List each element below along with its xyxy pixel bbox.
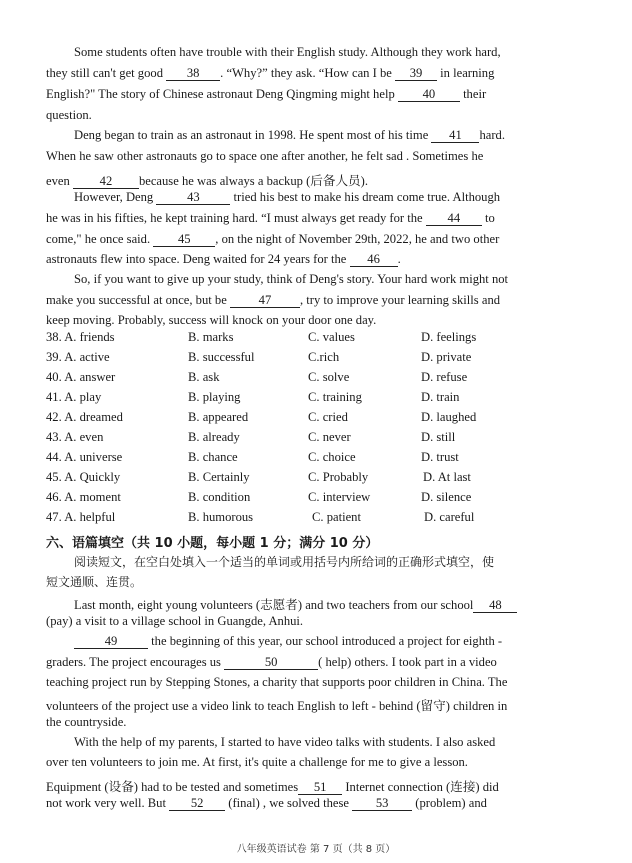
option-c[interactable]: C. values — [308, 330, 355, 344]
text-line: (pay) a visit to a village school in Guangde, Anhui. — [46, 614, 304, 628]
text-line: With the help of my parents, I started to have video talks with students. I also asked — [74, 735, 496, 749]
text-line: graders. The project encourages us 50 ( help) others. I took part in a video — [46, 655, 497, 669]
option-b[interactable]: B. successful — [188, 350, 255, 364]
option-d[interactable]: D. trust — [421, 450, 459, 464]
option-a[interactable]: 46. A. moment — [46, 490, 121, 504]
text-line: 49 the beginning of this year, our school introduced a project for eighth - — [74, 634, 502, 649]
option-a[interactable]: 47. A. helpful — [46, 510, 116, 524]
text-line: When he saw other astronauts go to space one after another, he felt sad . Sometimes he — [46, 149, 484, 163]
blank-41[interactable]: 41 — [431, 129, 479, 143]
option-d[interactable]: D. silence — [421, 490, 472, 504]
option-b[interactable]: B. humorous — [188, 510, 254, 524]
text-line: Some students often have trouble with their English study. Although they work hard, — [74, 45, 501, 59]
text-line: he was in his fifties, he kept training hard. “I must always get ready for the 44 to — [46, 211, 495, 225]
page-footer: 八年级英语试卷 第 7 页（共 8 页） — [236, 844, 396, 855]
text-line: Last month, eight young volunteers (志愿者) and two teachers from our school 48 — [74, 594, 517, 613]
instruction-line: 阅读短文，在空白处填入一个适当的单词或用括号内所给词的正确形式填空，使 — [74, 555, 495, 569]
text-line: volunteers of the project use a video link to teach English to left - behind (留守) children in — [46, 699, 508, 713]
option-d[interactable]: D. private — [421, 350, 472, 364]
option-b[interactable]: B. appeared — [188, 410, 249, 424]
blank-40[interactable]: 40 — [398, 88, 460, 102]
text-line: keep moving. Probably, success will knock on your door one day. — [46, 313, 377, 327]
option-a[interactable]: 41. A. play — [46, 390, 102, 404]
text-line: teaching project run by Stepping Stones, a charity that supports poor children in China. The — [46, 675, 508, 689]
text-line: Equipment (设备) had to be tested and sometimes 51 Internet connection (连接) did — [46, 780, 499, 794]
option-d[interactable]: D. laughed — [421, 410, 477, 424]
blank-43[interactable]: 43 — [156, 191, 230, 205]
text-line: even 42 because he was always a backup (后备人员). — [46, 174, 368, 188]
option-b[interactable]: B. marks — [188, 330, 234, 344]
option-c[interactable]: C. Probably — [308, 470, 369, 484]
text-line: English?" The story of Chinese astronaut Deng Qingming might help 40 their — [46, 87, 487, 101]
text-line: Deng began to train as an astronaut in 1998. He spent most of his time 41 hard. — [74, 128, 505, 142]
blank-42[interactable]: 42 — [73, 175, 139, 189]
option-c[interactable]: C. solve — [308, 370, 350, 384]
option-c[interactable]: C. training — [308, 390, 362, 404]
blank-49[interactable]: 49 — [74, 635, 148, 649]
option-b[interactable]: B. already — [188, 430, 240, 444]
section-title: 六、语篇填空（共 10 小题，每小题 1 分；满分 10 分） — [46, 536, 379, 551]
blank-52[interactable]: 52 — [169, 797, 225, 811]
instruction-line: 短文通顺、连贯。 — [46, 575, 143, 589]
option-a[interactable]: 42. A. dreamed — [46, 410, 123, 424]
text-line: come," he once said. 45 , on the night of November 29th, 2022, he and two other — [46, 232, 500, 246]
option-c[interactable]: C. interview — [308, 490, 371, 504]
option-d[interactable]: D. still — [421, 430, 456, 444]
blank-39[interactable]: 39 — [395, 67, 437, 81]
option-d[interactable]: D. At last — [423, 470, 471, 484]
text-line: make you successful at once, but be 47 , try to improve your learning skills and — [46, 293, 501, 307]
text-line: not work very well. But 52 (final) , we solved these 53 (problem) and — [46, 796, 487, 810]
blank-46[interactable]: 46 — [350, 253, 398, 267]
text-line: However, Deng 43 tried his best to make his dream come true. Although — [74, 190, 501, 204]
option-c[interactable]: C. patient — [312, 510, 361, 524]
option-c[interactable]: C. cried — [308, 410, 348, 424]
blank-47[interactable]: 47 — [230, 294, 300, 308]
option-a[interactable]: 40. A. answer — [46, 370, 116, 384]
option-b[interactable]: B. ask — [188, 370, 220, 384]
option-b[interactable]: B. chance — [188, 450, 238, 464]
option-c[interactable]: C. choice — [308, 450, 356, 464]
blank-38[interactable]: 38 — [166, 67, 220, 81]
option-d[interactable]: D. feelings — [421, 330, 477, 344]
blank-50[interactable]: 50 — [224, 656, 318, 670]
option-d[interactable]: D. refuse — [421, 370, 468, 384]
blank-45[interactable]: 45 — [153, 233, 215, 247]
option-a[interactable]: 43. A. even — [46, 430, 104, 444]
text-line: So, if you want to give up your study, think of Deng's story. Your hard work might not — [74, 272, 509, 286]
option-b[interactable]: B. playing — [188, 390, 241, 404]
option-b[interactable]: B. condition — [188, 490, 251, 504]
option-a[interactable]: 45. A. Quickly — [46, 470, 121, 484]
option-c[interactable]: C. never — [308, 430, 351, 444]
option-d[interactable]: D. train — [421, 390, 460, 404]
option-a[interactable]: 38. A. friends — [46, 330, 115, 344]
option-b[interactable]: B. Certainly — [188, 470, 250, 484]
text-line: astronauts flew into space. Deng waited for 24 years for the 46 . — [46, 252, 401, 266]
blank-51[interactable]: 51 — [298, 781, 342, 795]
option-c[interactable]: C.rich — [308, 350, 340, 364]
text-line: they still can't get good 38 . “Why?” they ask. “How can I be 39 in learning — [46, 66, 495, 80]
option-d[interactable]: D. careful — [424, 510, 475, 524]
text-line: over ten volunteers to join me. At first, it's quite a challenge for me to give a lesson. — [46, 755, 468, 769]
blank-53[interactable]: 53 — [352, 797, 412, 811]
blank-48[interactable]: 48 — [473, 599, 517, 613]
text-line: question. — [46, 108, 92, 122]
option-a[interactable]: 44. A. universe — [46, 450, 123, 464]
blank-44[interactable]: 44 — [426, 212, 482, 226]
text-line: the countryside. — [46, 715, 127, 729]
option-a[interactable]: 39. A. active — [46, 350, 110, 364]
